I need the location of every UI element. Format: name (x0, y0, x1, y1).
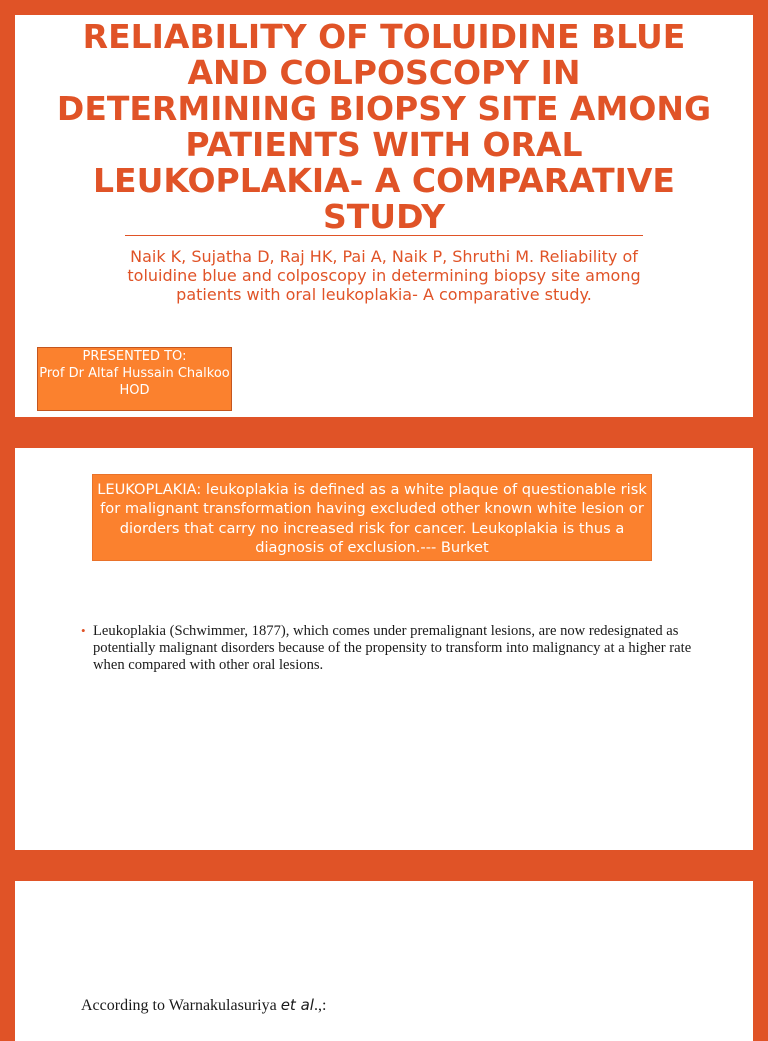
presenter-box (37, 347, 232, 411)
citation-text: Naik K, Sujatha D, Raj HK, Pai A, Naik P, Shruthi M. Reliability of toluidine blue and colposcopy in determining biopsy site among patients with oral leukoplakia- A comparative study. (127, 247, 641, 304)
according-suffix: .,: (313, 997, 327, 1014)
slide-title (15, 15, 753, 417)
definition-box: LEUKOPLAKIA: leukoplakia is defined as a white plaque of questionable risk for malignant transformation having excluded other known white lesion or diorders that carry no increased risk for cancer. Leukoplakia is thus a diagnosis of exclusion.--- Burket (92, 474, 652, 561)
presenter-heading: PRESENTED TO: (82, 349, 187, 364)
list-item (81, 623, 701, 674)
title-divider (125, 235, 643, 236)
presenter-name: Prof Dr Altaf Hussain Chalkoo (39, 366, 230, 381)
bullet-text: Leukoplakia (Schwimmer, 1877), which comes under premalignant lesions, are now redesignated as potentially malignant disorders because of the propensity to transform into malignancy at a higher rate when compared with other oral lesions. (93, 623, 692, 673)
according-prefix: According to Warnakulasuriya (81, 997, 281, 1014)
slide-definition (15, 448, 753, 850)
slide-according (15, 881, 753, 1041)
according-etal: et al (280, 996, 314, 1014)
according-text (81, 995, 326, 1016)
bullet-icon: • (81, 623, 86, 638)
presenter-role: HOD (119, 383, 150, 398)
bullet-list (81, 623, 701, 674)
presentation-title: RELIABILITY OF TOLUIDINE BLUE AND COLPOSCOPY IN DETERMINING BIOPSY SITE AMONG PATIENTS WITH ORAL LEUKOPLAKIA- A COMPARATIVE STUDY (56, 17, 712, 236)
